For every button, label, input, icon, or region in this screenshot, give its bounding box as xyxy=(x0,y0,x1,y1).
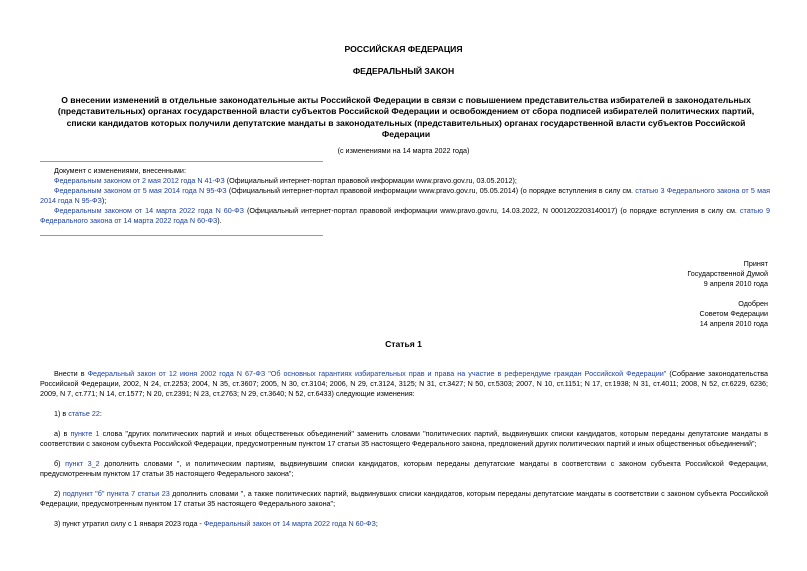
article-paragraph xyxy=(40,409,768,419)
amendment-item xyxy=(40,186,770,206)
article-paragraph xyxy=(40,489,768,509)
clause-3-2-link[interactable]: пункт 3_2 xyxy=(65,459,100,468)
article-paragraph xyxy=(40,519,768,529)
article-heading: Статья 1 xyxy=(385,339,422,349)
council-approval xyxy=(560,299,768,329)
article-paragraph xyxy=(40,429,768,449)
paragraph-text: : xyxy=(99,409,102,418)
amendment-item xyxy=(40,176,770,186)
council-name: Советом Федерации xyxy=(699,309,768,318)
amendments-list xyxy=(40,166,770,226)
paragraph-text: 1) в xyxy=(54,409,69,418)
subclause-link[interactable]: подпункт "б" пункта 7 статьи 23 xyxy=(62,489,170,498)
paragraph-text: ; xyxy=(375,519,378,528)
amendment-item xyxy=(40,206,770,226)
paragraph-text: а) в xyxy=(54,429,71,438)
amendment-tail: ). xyxy=(217,216,222,225)
law-title: О внесении изменений в отдельные законодательные акты Российской Федерации в связи с повышением представительства избирателей в законодательных (представительных) органах государственной власти субъектов Российской Федерации и освобождением от сбора подписей избирателей политических партий, списки кандидатов которых получили депутатские мандаты в законодательных (представительных) органах государственной власти субъектов Российской Федерации xyxy=(57,95,755,140)
duma-accepted-label: Принят xyxy=(743,259,768,268)
amendment-article-link[interactable]: статью 3 Федерального закона от 5 мая 2014 года N 95-ФЗ xyxy=(40,186,770,205)
law-link[interactable]: Федеральный закон от 12 июня 2002 года N 67-ФЗ "Об основных гарантиях избирательных прав и права на участие в референдуме граждан Российской Федерации" xyxy=(87,369,667,378)
article-paragraph xyxy=(40,369,768,399)
amendment-link[interactable]: Федеральным законом от 5 мая 2014 года N 95-ФЗ xyxy=(54,186,227,195)
paragraph-text: дополнить словами ", а также политических партий, выдвинувших списки кандидатов, которым переданы депутатские мандаты в соответствии с законом субъекта Российской Федерации, предусмотренным пунктом 17 статьи 35 настоящего Федерального закона"; xyxy=(40,489,769,508)
paragraph-text: (Собрание законодательства Российской Федерации, 2002, N 24, ст.2253; 2004, N 35, ст.3607; 2005, N 30, ст.3104; 2006, N 29, ст.3124, 3125; N 31, ст.3427; N 50, ст.5303; 2007, N 10, ст.1151; N 17, ст.1938; N 31, ст.4011; 2008, N 52, ст.6229, 6236; 2009, N 7, ст.771; N 14, ст.1577; N 20, ст.2391; N 23, ст.2763; N 29, ст.3640; N 52, ст.6433) следующие изменения: xyxy=(40,369,768,398)
duma-date: 9 апреля 2010 года xyxy=(703,279,768,288)
article-22-link[interactable]: статье 22 xyxy=(68,409,100,418)
amendment-tail: ); xyxy=(101,196,107,205)
council-approved-label: Одобрен xyxy=(738,299,768,308)
amendment-link[interactable]: Федеральным законом от 14 марта 2022 года N 60-ФЗ xyxy=(54,206,244,215)
amendment-link[interactable]: Федеральным законом от 2 мая 2012 года N 41-ФЗ xyxy=(54,176,225,185)
law-type-heading: ФЕДЕРАЛЬНЫЙ ЗАКОН xyxy=(352,66,455,76)
amendment-text: (Официальный интернет-портал правовой информации www.pravo.gov.ru, 14.03.2022, N 0001202203140017) (о порядке вступления в силу см. xyxy=(243,206,740,215)
duma-name: Государственной Думой xyxy=(687,269,768,278)
paragraph-text: дополнить словами ", и политическим партиям, выдвинувшим списки кандидатов, которым переданы депутатские мандаты в соответствии с законом субъекта Российской Федерации, предусмотренным пунктом 17 статьи 35 настоящего Федерального закона"; xyxy=(40,459,768,478)
article-paragraph xyxy=(40,459,768,479)
paragraph-text: 2) xyxy=(54,489,63,498)
country-heading: РОССИЙСКАЯ ФЕДЕРАЦИЯ xyxy=(344,44,463,54)
amendments-intro: Документ с изменениями, внесенными: xyxy=(54,166,186,175)
amendment-text: (Официальный интернет-портал правовой информации www.pravo.gov.ru, 03.05.2012); xyxy=(224,176,517,185)
amendment-article-link[interactable]: статью 9 Федерального закона от 14 марта 2022 года N 60-ФЗ xyxy=(40,206,770,225)
paragraph-text: б) xyxy=(54,459,66,468)
repeal-law-link[interactable]: Федеральный закон от 14 марта 2022 года N 60-ФЗ xyxy=(203,519,376,528)
article-body xyxy=(40,369,768,529)
divider-top xyxy=(40,161,323,162)
amendment-text: (Официальный интернет-портал правовой информации www.pravo.gov.ru, 05.05.2014) (о порядке вступления в силу см. xyxy=(226,186,636,195)
clause-1-link[interactable]: пункте 1 xyxy=(70,429,100,438)
divider-bottom xyxy=(40,235,323,236)
council-date: 14 апреля 2010 года xyxy=(699,319,768,328)
paragraph-text: 3) пункт утратил силу с 1 января 2023 года - xyxy=(54,519,204,528)
duma-acceptance xyxy=(560,259,768,289)
paragraph-text: слова "других политических партий и иных общественных объединений" заменить словами "политических партий, выдвинувших списки кандидатов, которым переданы депутатские мандаты в соответствии с законом субъекта Российской Федерации, предусмотренным пунктом 17 статьи 35 настоящего Федерального закона, предложений других политических партий и иных общественных объединений"; xyxy=(40,429,768,448)
edition-note: (с изменениями на 14 марта 2022 года) xyxy=(337,146,470,155)
paragraph-text: Внести в xyxy=(54,369,88,378)
